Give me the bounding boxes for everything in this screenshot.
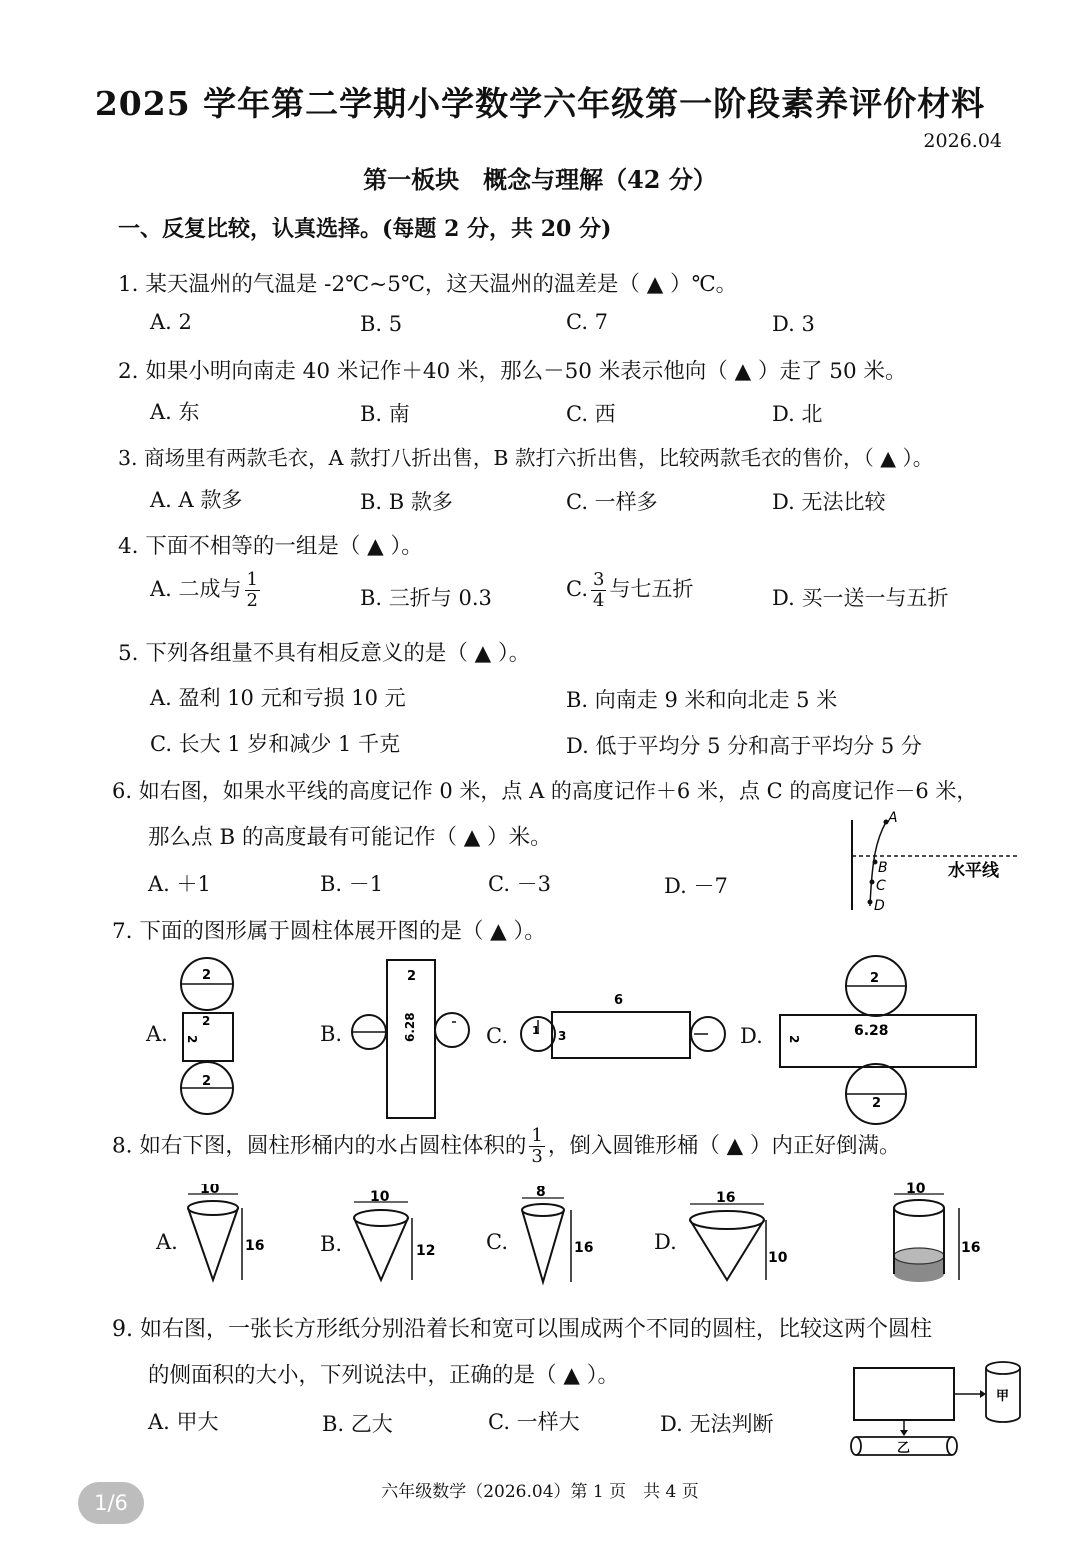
q4-option-a (150, 570, 263, 611)
q5-option-b: B. 向南走 9 米和向北走 5 米 (566, 688, 838, 712)
page-footer: 六年级数学（2026.04）第 1 页 共 4 页 (381, 1482, 699, 1502)
section-title: 第一板块 概念与理解（42 分） (363, 165, 717, 194)
fraction-denominator: 2 (246, 590, 258, 611)
side-rectangle (552, 1012, 690, 1058)
q9-option-b: B. 乙大 (322, 1412, 393, 1436)
question-8-tail: ，倒入圆锥形桶（ ▲ ）内正好倒满。 (547, 1133, 901, 1159)
cone-top (690, 1211, 764, 1229)
q4-option-a-label: A. 二成与 (150, 577, 242, 601)
point-d (868, 900, 873, 905)
part-title: 一、反复比较，认真选择。(每题 2 分，共 20 分) (118, 216, 612, 242)
q7-option-c: C. (486, 1024, 508, 1048)
q8-cone-a (184, 1184, 274, 1286)
q9-option-a: A. 甲大 (148, 1410, 219, 1434)
cone-top (188, 1201, 238, 1215)
label-c: C (876, 878, 886, 894)
q8-cone-d (688, 1190, 788, 1286)
question-5: 5. 下列各组量不具有相反意义的是（ ▲ ）。 (118, 641, 531, 666)
q9-option-c: C. 一样大 (488, 1410, 580, 1434)
q3-option-d: D. 无法比较 (772, 490, 886, 514)
q3-option-c: C. 一样多 (566, 490, 658, 514)
q8-fraction (529, 1126, 544, 1167)
fraction-denominator: 3 (531, 1146, 543, 1167)
q4-option-c-tail: 与七五折 (609, 577, 694, 601)
horizontal-line-label: 水平线 (948, 861, 999, 881)
q2-option-a: A. 东 (150, 400, 200, 424)
water-surface (894, 1248, 944, 1264)
cylinder-yi-end (851, 1437, 861, 1455)
q4-option-c (566, 570, 693, 611)
cone-top (354, 1210, 408, 1226)
q7-net-a (176, 955, 242, 1120)
q8-option-d: D. (654, 1230, 677, 1254)
diameter-label: 8 (536, 1186, 546, 1200)
cylinder-yi-end (947, 1437, 957, 1455)
diameter-label: 10 (906, 1182, 926, 1197)
question-1: 1. 某天温州的气温是 -2℃~5℃，这天温州的温差是（ ▲ ）℃。 (118, 272, 738, 297)
dim-label: 2 (787, 1035, 801, 1044)
question-8 (112, 1126, 901, 1167)
q7-net-d (776, 955, 978, 1125)
arrow-head (980, 1390, 986, 1398)
q6-option-d: D. －7 (664, 874, 728, 898)
cone-body (354, 1218, 408, 1280)
q8-option-b: B. (320, 1232, 343, 1256)
q8-cone-b (350, 1190, 445, 1285)
q1-option-a: A. 2 (150, 310, 192, 334)
height-label: 16 (245, 1238, 265, 1254)
q1-option-c: C. 7 (566, 310, 609, 334)
q9-paper-figure (846, 1356, 1026, 1460)
diameter-label: 10 (200, 1184, 220, 1197)
question-3: 3. 商场里有两款毛衣，A 款打八折出售，B 款打六折出售，比较两款毛衣的售价，（ ▲ ）。 (118, 446, 934, 470)
q4-fraction-a (245, 570, 260, 611)
q9-option-d: D. 无法判断 (660, 1412, 774, 1436)
cylinder-top (894, 1200, 944, 1216)
question-9-line2: 的侧面积的大小，下列说法中，正确的是（ ▲ ）。 (148, 1363, 619, 1388)
dim-label: 2 (870, 971, 880, 986)
q5-option-c: C. 长大 1 岁和减少 1 千克 (150, 732, 401, 756)
question-4: 4. 下面不相等的一组是（ ▲ ）。 (118, 534, 423, 559)
page-indicator[interactable]: 1/6 (78, 1482, 144, 1524)
dim-label: 2 (202, 968, 212, 983)
q8-option-c: C. (486, 1230, 508, 1254)
q8-cylinder (886, 1182, 986, 1288)
date: 2026.04 (923, 130, 1002, 152)
q2-option-c: C. 西 (566, 402, 616, 426)
dim-label: 2 (202, 1014, 211, 1028)
question-6: 6. 如右图，如果水平线的高度记作 0 米，点 A 的高度记作＋6 米，点 C 的高度记作－6 米， (112, 779, 978, 803)
dim-label: 6.28 (854, 1023, 889, 1039)
q4-fraction-c (591, 570, 606, 611)
point-b (873, 860, 878, 865)
q7-net-b (350, 958, 475, 1123)
q7-option-d: D. (740, 1024, 763, 1048)
question-7: 7. 下面的图形属于圆柱体展开图的是（ ▲ ）。 (112, 919, 546, 944)
diameter-label: 10 (370, 1190, 390, 1205)
q2-option-d: D. 北 (772, 402, 823, 426)
right-circle (435, 1013, 469, 1047)
q7-option-b: B. (320, 1022, 343, 1046)
dim-label: 2 (872, 1096, 882, 1111)
page-title: 2025 学年第二学期小学数学六年级第一阶段素养评价材料 (94, 84, 986, 123)
fraction-numerator: 3 (593, 569, 605, 590)
question-6-line2: 那么点 B 的高度最有可能记作（ ▲ ）米。 (148, 825, 552, 850)
height-label: 10 (768, 1250, 788, 1266)
q1-option-d: D. 3 (772, 312, 815, 336)
q4-option-b: B. 三折与 0.3 (360, 586, 492, 610)
dim-label: 3 (558, 1029, 567, 1043)
q4-option-c-label: C. (566, 577, 588, 601)
height-label: 16 (574, 1240, 594, 1256)
q1-option-b: B. 5 (360, 312, 403, 336)
q7-option-a: A. (146, 1022, 168, 1046)
q8-cone-c (516, 1186, 606, 1286)
label-d: D (874, 898, 885, 914)
dim-label: 2 (185, 1035, 199, 1044)
q2-option-b: B. 南 (360, 402, 410, 426)
point-c (870, 880, 875, 885)
q3-option-a: A. A 款多 (150, 488, 243, 512)
fraction-numerator: 1 (246, 569, 258, 590)
cylinder-jia-label: 甲 (996, 1389, 1010, 1404)
q7-net-c (512, 990, 730, 1060)
cylinder-jia-top (986, 1362, 1020, 1374)
q5-option-d: D. 低于平均分 5 分和高于平均分 5 分 (566, 734, 922, 758)
q6-option-b: B. －1 (320, 872, 384, 896)
q6-option-a: A. ＋1 (148, 872, 211, 896)
q3-option-b: B. B 款多 (360, 490, 453, 514)
question-2: 2. 如果小明向南走 40 米记作＋40 米，那么－50 米表示他向（ ▲ ）走了 50 米。 (118, 359, 907, 384)
dim-label: 6 (614, 993, 624, 1008)
q6-option-c: C. －3 (488, 872, 552, 896)
paper-rectangle (854, 1368, 954, 1420)
height-label: 12 (416, 1243, 436, 1259)
cone-top (522, 1204, 564, 1216)
fraction-denominator: 4 (593, 590, 605, 611)
height-label: 16 (961, 1240, 981, 1256)
cone-body (188, 1208, 238, 1280)
dim-label: 6.28 (403, 1012, 417, 1042)
cone-body (522, 1210, 564, 1282)
fraction-numerator: 1 (531, 1125, 543, 1146)
q4-option-d: D. 买一送一与五折 (772, 586, 949, 610)
dim-label: 1 (532, 1024, 540, 1037)
dim-label: 2 (202, 1074, 212, 1089)
dim-label: 2 (407, 969, 417, 984)
label-b: B (878, 860, 888, 876)
question-9: 9. 如右图，一张长方形纸分别沿着长和宽可以围成两个不同的圆柱，比较这两个圆柱 (112, 1317, 932, 1342)
q6-height-figure (840, 810, 1030, 920)
diameter-label: 16 (716, 1190, 736, 1206)
question-8-text: 8. 如右下图，圆柱形桶内的水占圆柱体积的 (112, 1133, 527, 1159)
arrow-head (900, 1430, 908, 1436)
cylinder-yi-label: 乙 (897, 1441, 911, 1456)
q5-option-a: A. 盈利 10 元和亏损 10 元 (150, 686, 406, 710)
cylinder-jia-bottom (986, 1416, 1020, 1422)
q8-option-a: A. (156, 1230, 178, 1254)
label-a: A (888, 810, 898, 826)
